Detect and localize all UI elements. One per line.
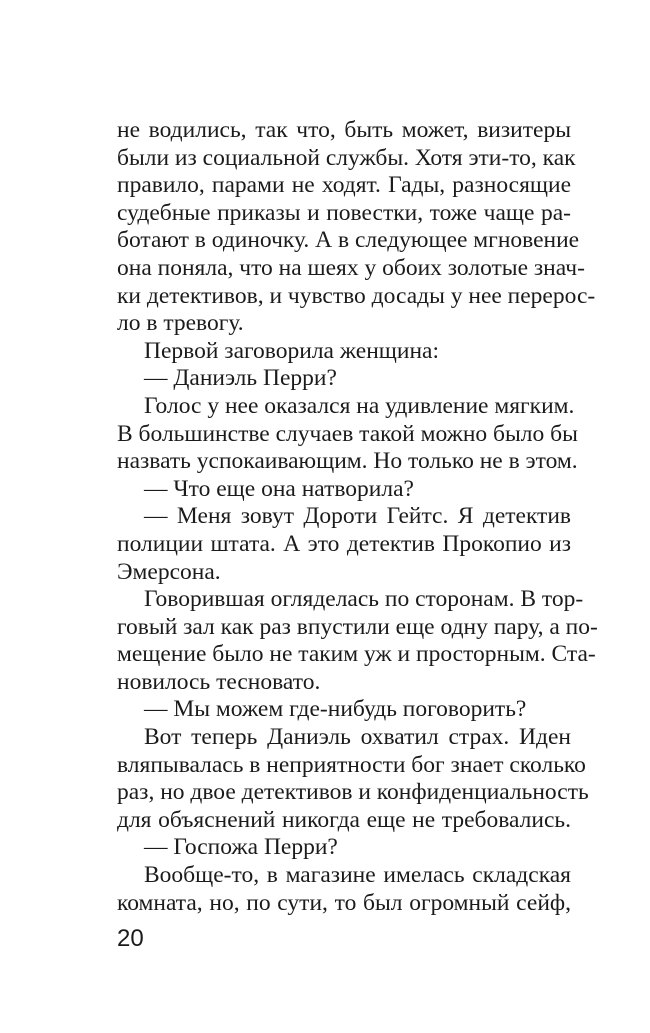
text-line: Вот теперь Даниэль охватил страх. Иден xyxy=(144,724,571,751)
text-line: были из социальной службы. Хотя эти-то, как xyxy=(117,144,576,171)
text-line: — Госпожа Перри? xyxy=(144,834,338,861)
text-line: назвать успокаивающим. Но только не в этом. xyxy=(117,448,578,475)
text-line: Первой заговорила женщина: xyxy=(144,337,439,364)
text-line: ботают в одиночку. А в следующее мгновение xyxy=(117,227,580,254)
text-line: не водились, так что, быть может, визитеры xyxy=(117,117,571,143)
text-line: вляпывалась в неприятности бог знает сколько xyxy=(117,751,586,778)
text-line: — Что еще она натворила? xyxy=(144,475,414,502)
text-line: полиции штата. А это детектив Прокопио из xyxy=(117,530,571,557)
text-line: Эмерсона. xyxy=(117,558,221,585)
text-line: правило, парами не ходят. Гады, разносящие xyxy=(117,172,571,199)
page-text-block xyxy=(117,117,598,917)
text-line: — Мы можем где-нибудь поговорить? xyxy=(144,696,527,723)
text-line: Голос у нее оказался на удивление мягким. xyxy=(144,392,575,419)
text-line: ки детективов, и чувство досады у нее перерос- xyxy=(117,282,596,309)
text-line: Вообще-то, в магазине имелась складская xyxy=(144,862,571,889)
text-line: раз, но двое детективов и конфиденциальность xyxy=(117,779,589,806)
text-line: новилось тесновато. xyxy=(117,668,321,695)
text-line: она поняла, что на шеях у обоих золотые знач- xyxy=(117,254,585,281)
text-line: — Меня зовут Дороти Гейтс. Я детектив xyxy=(144,503,571,530)
page-number: 20 xyxy=(117,925,144,952)
text-line: мещение было не таким уж и просторным. Ста- xyxy=(117,641,596,668)
text-line: — Даниэль Перри? xyxy=(144,365,337,392)
text-line: для объяснений никогда еще не требовались. xyxy=(117,806,571,833)
text-line: Говорившая огляделась по сторонам. В тор- xyxy=(144,586,584,613)
text-line: комната, но, по сути, то был огромный сейф, xyxy=(117,889,571,916)
text-line: судебные приказы и повестки, тоже чаще ра- xyxy=(117,199,571,226)
text-line: В большинстве случаев такой можно было бы xyxy=(117,420,578,447)
text-line: ло в тревогу. xyxy=(117,310,244,337)
text-line: говый зал как раз впустили еще одну пару, а по- xyxy=(117,613,598,640)
